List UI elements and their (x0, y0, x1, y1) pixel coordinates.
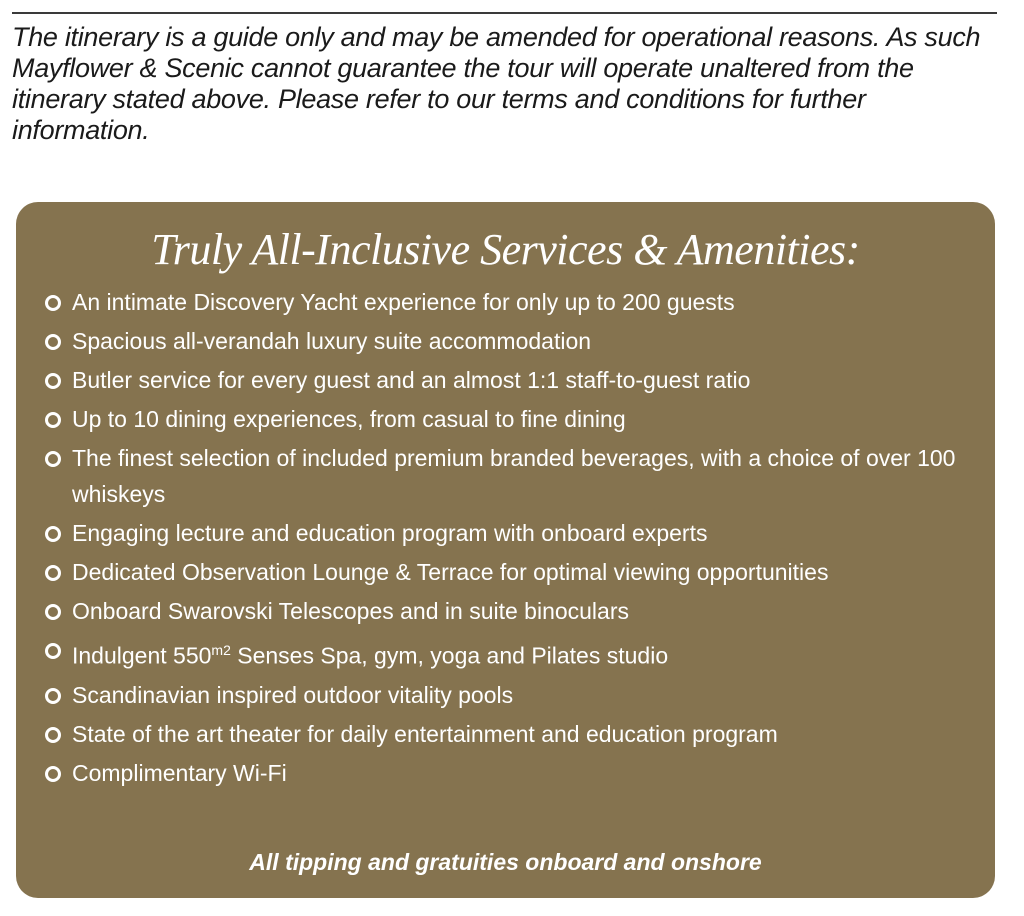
circle-bullet-icon (45, 412, 61, 428)
circle-bullet-icon (45, 451, 61, 467)
list-item-spa (42, 632, 962, 674)
tipping-note: All tipping and gratuities onboard and onshore (249, 849, 762, 875)
list-item (42, 323, 962, 359)
spa-label-end: Senses Spa, gym, yoga and Pilates studio (230, 642, 669, 669)
amenities-panel (16, 202, 995, 898)
circle-bullet-icon (45, 766, 61, 782)
list-item (42, 284, 962, 320)
list-item (42, 362, 962, 398)
list-item (42, 554, 962, 590)
amenities-list (42, 284, 962, 794)
list-item-label: Engaging lecture and education program with onboard experts (72, 520, 708, 546)
list-item-label: Butler service for every guest and an almost 1:1 staff-to-guest ratio (72, 367, 751, 393)
spa-label-start: Indulgent 550 (72, 642, 212, 669)
circle-bullet-icon (45, 526, 61, 542)
circle-bullet-icon (45, 565, 61, 581)
list-item-label: Spacious all-verandah luxury suite accommodation (72, 328, 592, 354)
list-item (42, 440, 962, 512)
circle-bullet-icon (45, 373, 61, 389)
list-item (42, 716, 962, 752)
circle-bullet-icon (45, 643, 61, 659)
list-item-label: Complimentary Wi-Fi (72, 759, 287, 786)
circle-bullet-icon (45, 334, 61, 350)
list-item (42, 593, 962, 629)
circle-bullet-icon (45, 295, 61, 311)
list-item-label: Up to 10 dining experiences, from casual to fine dining (72, 406, 626, 432)
circle-bullet-icon (45, 727, 61, 743)
list-item (42, 515, 962, 551)
list-item (42, 677, 962, 713)
list-item (42, 755, 962, 791)
circle-bullet-icon (45, 604, 61, 620)
itinerary-disclaimer: The itinerary is a guide only and may be amended for operational reasons. As such Mayflower & Scenic cannot guarantee the tour will operate unaltered from the itinerary stated above. Please refer to our terms and conditions for further information. (12, 22, 981, 145)
list-item-label: An intimate Discovery Yacht experience for only up to 200 guests (72, 289, 735, 315)
top-divider (12, 12, 997, 14)
list-item-label: Dedicated Observation Lounge & Terrace for optimal viewing opportunities (72, 559, 829, 585)
list-item-label: The finest selection of included premium branded beverages, with a choice of over 100 whiskeys (72, 445, 956, 507)
circle-bullet-icon (45, 688, 61, 704)
list-item-label: Scandinavian inspired outdoor vitality pools (72, 681, 514, 708)
area-unit-superscript: m2 (211, 642, 231, 658)
panel-title: Truly All-Inclusive Services & Amenities: (151, 225, 860, 274)
list-item (42, 401, 962, 437)
list-item-label: State of the art theater for daily entertainment and education program (72, 720, 778, 747)
list-item-label: Onboard Swarovski Telescopes and in suite binoculars (72, 598, 629, 624)
